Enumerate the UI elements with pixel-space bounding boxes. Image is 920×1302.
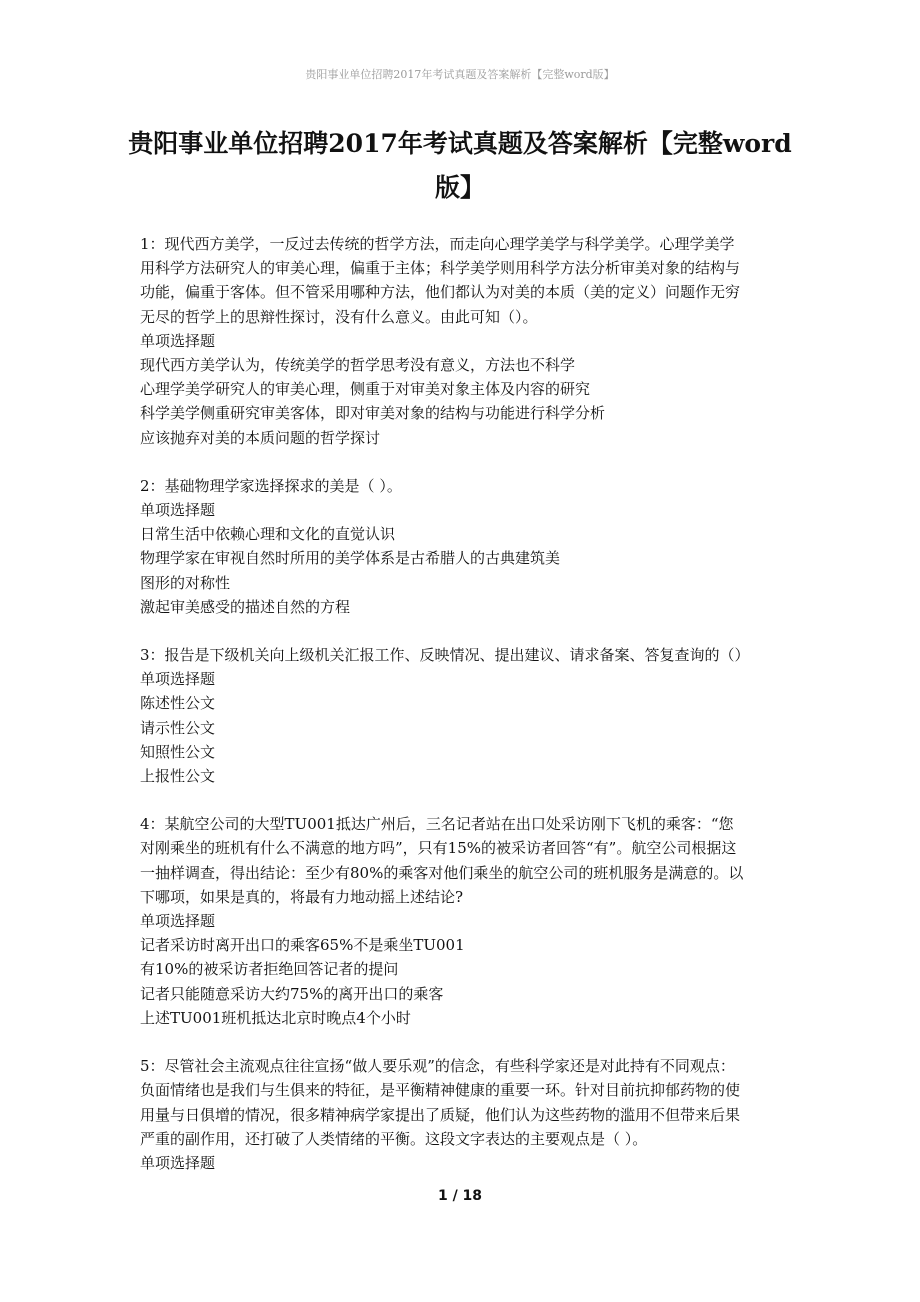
answer-option: 物理学家在审视自然时所用的美学体系是古希腊人的古典建筑美 — [140, 549, 561, 568]
question-1 — [140, 232, 795, 450]
question-type: 单项选择题 — [140, 912, 216, 931]
question-text-line: 无尽的哲学上的思辩性探讨，没有什么意义。由此可知（）。 — [140, 307, 538, 326]
document-title: 贵阳事业单位招聘2017年考试真题及答案解析【完整word版】 — [128, 129, 792, 202]
question-text-line: 功能，偏重于客体。但不管采用哪种方法，他们都认为对美的本质（美的定义）问题作无穷 — [140, 283, 741, 302]
question-type: 单项选择题 — [140, 501, 216, 520]
page-number: 1 / 18 — [437, 1188, 483, 1204]
running-header: 贵阳事业单位招聘2017年考试真题及答案解析【完整word版】 — [305, 68, 615, 81]
question-list — [140, 232, 795, 1199]
answer-option: 心理学美学研究人的审美心理，侧重于对审美对象主体及内容的研究 — [140, 380, 591, 399]
question-text-line: 一抽样调查，得出结论：至少有80%的乘客对他们乘坐的航空公司的班机服务是满意的。以 — [140, 863, 744, 882]
question-2 — [140, 474, 795, 619]
question-text-line: 4：某航空公司的大型TU001抵达广州后，三名记者站在出口处采访刚下飞机的乘客：“您 — [140, 815, 734, 834]
answer-option: 激起审美感受的描述自然的方程 — [140, 597, 351, 616]
answer-option: 上报性公文 — [140, 767, 216, 786]
answer-option: 图形的对称性 — [140, 573, 231, 592]
answer-option: 上述TU001班机抵达北京时晚点4个小时 — [140, 1008, 411, 1027]
answer-option: 陈述性公文 — [140, 694, 216, 713]
answer-option: 记者采访时离开出口的乘客65%不是乘坐TU001 — [140, 936, 465, 955]
question-type: 单项选择题 — [140, 1153, 216, 1172]
question-text-line: 用科学方法研究人的审美心理，偏重于主体；科学美学则用科学方法分析审美对象的结构与 — [140, 259, 741, 278]
question-text-line: 2：基础物理学家选择探求的美是（ ）。 — [140, 476, 402, 495]
question-text-line: 对刚乘坐的班机有什么不满意的地方吗”，只有15%的被采访者回答“有”。航空公司根据这 — [140, 839, 737, 858]
answer-option: 日常生活中依赖心理和文化的直觉认识 — [140, 525, 396, 544]
question-text-line: 负面情绪也是我们与生俱来的特征，是平衡精神健康的重要一环。针对目前抗抑郁药物的使 — [140, 1081, 741, 1100]
question-text-line: 用量与日俱增的情况，很多精神病学家提出了质疑，他们认为这些药物的滥用不但带来后果 — [140, 1105, 741, 1124]
question-type: 单项选择题 — [140, 331, 216, 350]
question-3 — [140, 643, 795, 788]
question-type: 单项选择题 — [140, 670, 216, 689]
answer-option: 科学美学侧重研究审美客体，即对审美对象的结构与功能进行科学分析 — [140, 404, 606, 423]
question-text-line: 严重的副作用，还打破了人类情绪的平衡。这段文字表达的主要观点是（ ）。 — [140, 1129, 648, 1148]
answer-option: 应该抛弃对美的本质问题的哲学探讨 — [140, 428, 381, 447]
question-5 — [140, 1054, 795, 1175]
answer-option: 请示性公文 — [140, 718, 216, 737]
question-text-line: 5：尽管社会主流观点往往宣扬“做人要乐观”的信念，有些科学家还是对此持有不同观点： — [140, 1057, 735, 1076]
answer-option: 记者只能随意采访大约75%的离开出口的乘客 — [140, 984, 444, 1003]
question-text-line: 1：现代西方美学，一反过去传统的哲学方法，而走向心理学美学与科学美学。心理学美学 — [140, 235, 735, 253]
answer-option: 现代西方美学认为，传统美学的哲学思考没有意义，方法也不科学 — [140, 356, 576, 375]
question-text-line: 下哪项，如果是真的，将最有力地动摇上述结论? — [140, 887, 464, 906]
answer-option: 有10%的被采访者拒绝回答记者的提问 — [140, 960, 399, 979]
question-text-line: 3：报告是下级机关向上级机关汇报工作、反映情况、提出建议、请求备案、答复查询的（） — [140, 646, 750, 665]
question-4 — [140, 812, 795, 1030]
answer-option: 知照性公文 — [140, 742, 216, 761]
